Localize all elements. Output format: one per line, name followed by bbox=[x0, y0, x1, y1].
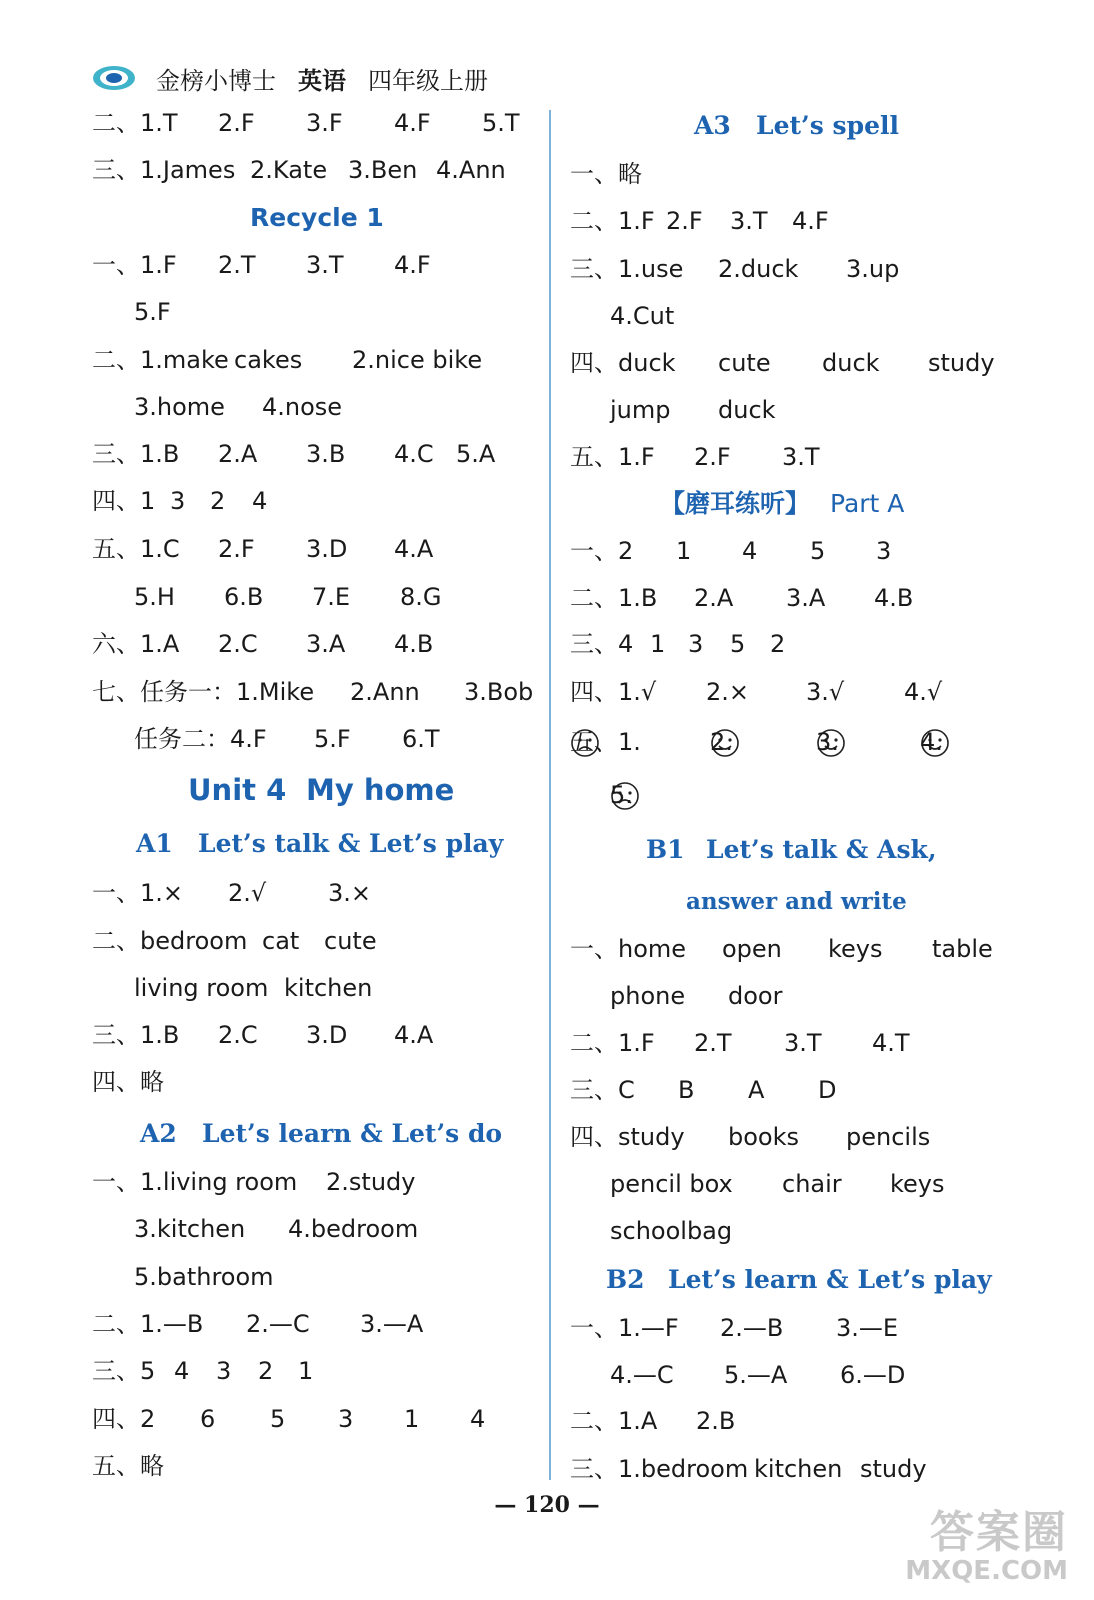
grade-name: 四年级上册 bbox=[368, 66, 488, 95]
column-divider bbox=[549, 110, 551, 1480]
listening-heading-part: Part A bbox=[830, 489, 905, 518]
page-number: — 120 — bbox=[494, 1492, 600, 1518]
section-heading-b1-cont: answer and write bbox=[686, 888, 907, 915]
section-tag-a3: A3 bbox=[694, 111, 731, 140]
brand-name: 金榜小博士 bbox=[156, 66, 276, 95]
subject-name: 英语 bbox=[298, 66, 346, 95]
section-heading-recycle: Recycle 1 bbox=[250, 203, 384, 232]
unit-subtitle: My home bbox=[306, 773, 455, 807]
section-heading-a2: Let’s learn & Let’s do bbox=[202, 1119, 503, 1148]
watermark-bottom: MXQE.COM bbox=[905, 1556, 1068, 1586]
watermark bbox=[898, 1496, 1068, 1586]
section-tag-b1: B1 bbox=[646, 835, 685, 864]
section-heading-a3: Let’s spell bbox=[756, 111, 899, 140]
section-heading-b2: Let’s learn & Let’s play bbox=[668, 1265, 992, 1294]
section-tag-a1: A1 bbox=[136, 829, 173, 858]
listening-heading-tag: 【磨耳练听】 bbox=[660, 489, 811, 518]
unit-title: Unit 4 bbox=[188, 773, 287, 807]
section-heading-b1: Let’s talk & Ask, bbox=[706, 835, 937, 864]
publisher-logo-icon bbox=[92, 64, 136, 92]
section-tag-a2: A2 bbox=[140, 1119, 177, 1148]
section-tag-b2: B2 bbox=[606, 1265, 645, 1294]
watermark-top: 答案圈 bbox=[930, 1507, 1068, 1558]
section-heading-a1: Let’s talk & Let’s play bbox=[198, 829, 504, 858]
page-header bbox=[92, 58, 510, 98]
